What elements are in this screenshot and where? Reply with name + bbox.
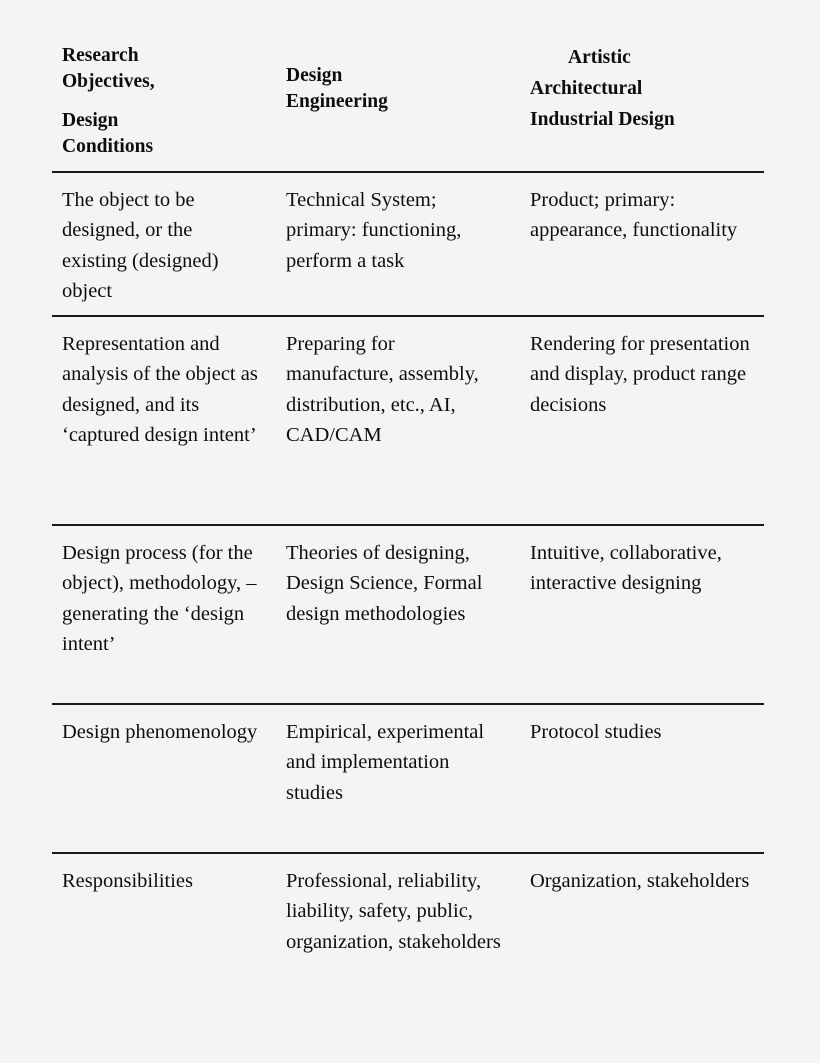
row-5-cell-objectives: Responsibilities [62, 869, 193, 892]
header-cell-research-objectives [52, 30, 273, 172]
row-4-cell-objectives: Design phenomenology [52, 704, 273, 853]
row-4-cell-artistic-design: Protocol studies [517, 704, 764, 853]
table-row [52, 525, 764, 704]
header-line-architectural: Architectural [530, 78, 643, 100]
header-line-research: Research [62, 45, 139, 66]
table-row [52, 704, 764, 853]
header-line-design-2: Design [286, 65, 343, 86]
row-3-cell-artistic-design: Intuitive, collaborative, interactive designing [517, 525, 764, 704]
row-4-cell-design-engineering: Empirical, experimental and implementation studies [273, 704, 517, 853]
header-line-industrial-design: Industrial Design [530, 109, 675, 131]
row-1-cell-artistic-design: Product; primary: appearance, functionality [517, 172, 764, 316]
header-line-engineering: Engineering [286, 90, 388, 112]
header-cell-artistic-architectural-industrial-design [517, 30, 764, 172]
table-header-row [52, 30, 764, 172]
header-line-conditions: Conditions [62, 135, 154, 157]
table-row [52, 172, 764, 316]
row-3-cell-design-engineering: Theories of designing, Design Science, Formal design methodologies [273, 525, 517, 704]
row-1-cell-design-engineering: Technical System; primary: functioning, perform a task [273, 172, 517, 316]
table-row [52, 853, 764, 1040]
header-line-objectives: Objectives, [62, 70, 155, 92]
header-line-design: Design [62, 109, 119, 131]
header-spacer [62, 95, 261, 108]
table-row [52, 316, 764, 525]
header-cell-design-engineering [273, 30, 517, 172]
header-line-artistic: Artistic [568, 47, 631, 68]
row-2-cell-artistic-design: Rendering for presentation and display, product range decisions [517, 316, 764, 525]
comparison-table [52, 30, 764, 1040]
row-3-cell-objectives: Design process (for the object), methodology, – generating the ‘design intent’ [52, 525, 273, 704]
row-2-cell-objectives: Representation and analysis of the object as designed, and its ‘captured design intent’ [52, 316, 273, 525]
row-5-cell-design-engineering: Professional, reliability, liability, safety, public, organization, stakeholders [286, 869, 501, 953]
row-2-cell-design-engineering: Preparing for manufacture, assembly, distribution, etc., AI, CAD/CAM [273, 316, 517, 525]
row-5-cell-artistic-design: Organization, stakeholders [530, 869, 750, 892]
row-1-cell-objectives: The object to be designed, or the existing (designed) object [52, 172, 273, 316]
